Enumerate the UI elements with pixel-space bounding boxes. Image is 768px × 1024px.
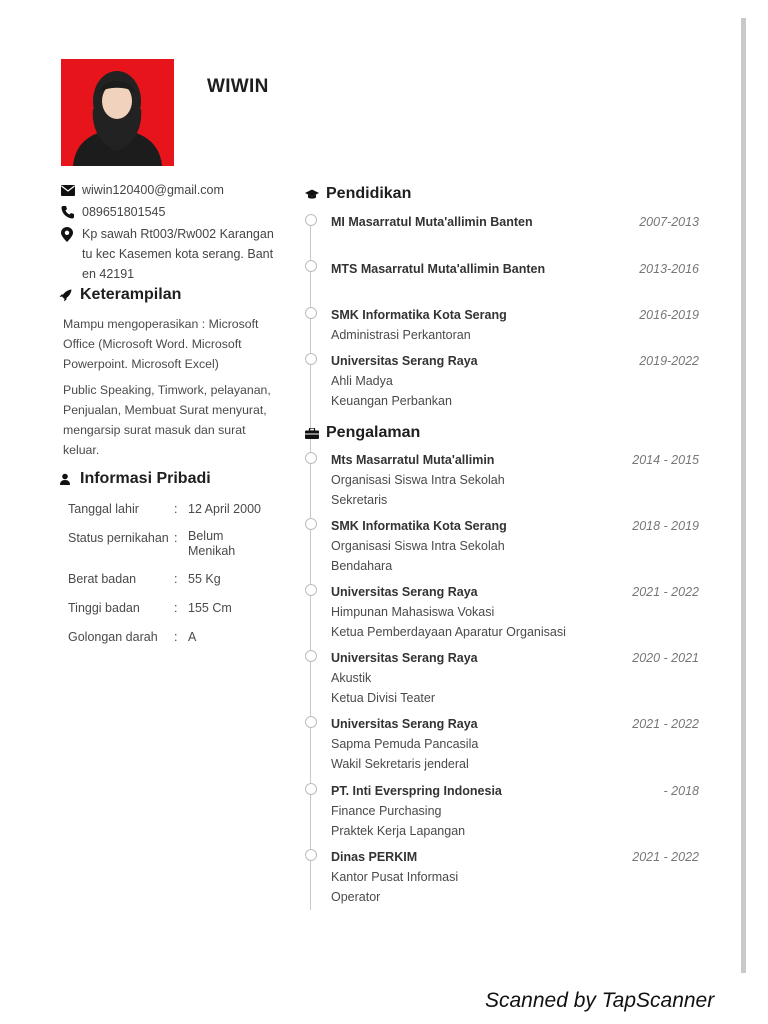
timeline-dot <box>305 353 317 365</box>
detail-line: Finance Purchasing <box>331 804 442 818</box>
experience-entry <box>331 450 699 510</box>
scanner-watermark: Scanned by TapScanner <box>485 989 715 1012</box>
years: 2018 - 2019 <box>632 519 699 533</box>
institution: MTS Masarratul Muta'allimin Banten <box>331 262 546 276</box>
personal-info-row <box>68 529 283 559</box>
user-icon <box>59 473 80 485</box>
weight-label: Berat badan <box>68 572 137 586</box>
detail-line: Akustik <box>331 671 372 685</box>
experience-heading <box>305 424 420 442</box>
institution: PT. Inti Everspring Indonesia <box>331 784 502 798</box>
institution: MI Masarratul Muta'allimin Banten <box>331 215 533 229</box>
institution: Universitas Serang Raya <box>331 717 478 731</box>
institution: Universitas Serang Raya <box>331 585 478 599</box>
phone-text: 089651801545 <box>82 205 166 219</box>
timeline-dot <box>305 307 317 319</box>
timeline-dot <box>305 849 317 861</box>
years: 2021 - 2022 <box>632 717 699 731</box>
detail-line: Praktek Kerja Lapangan <box>331 824 466 838</box>
detail-line: Organisasi Siswa Intra Sekolah <box>331 539 505 553</box>
personal-info-table <box>68 500 283 657</box>
experience-entry <box>331 582 699 642</box>
rocket-icon <box>59 289 80 302</box>
skills-heading <box>59 286 181 304</box>
experience-entry <box>331 516 699 576</box>
timeline-dot <box>305 584 317 596</box>
institution: Dinas PERKIM <box>331 850 418 864</box>
separator: : <box>174 630 178 644</box>
skills-paragraph: Mampu mengoperasikan : Microsoft Office (Microsoft Word. Microsoft Powerpoint. Microsoft Excel) <box>63 317 259 371</box>
detail-line: Kantor Pusat Informasi <box>331 870 459 884</box>
detail-line: Keuangan Perbankan <box>331 394 452 408</box>
detail-line: Ketua Pemberdayaan Aparatur Organisasi <box>331 625 566 639</box>
detail-line: Ahli Madya <box>331 374 393 388</box>
briefcase-icon <box>305 428 326 439</box>
personal-info-title: Informasi Pribadi <box>80 470 211 487</box>
timeline-dot <box>305 518 317 530</box>
years: 2013-2016 <box>639 262 699 276</box>
separator: : <box>174 531 178 545</box>
years: 2007-2013 <box>639 215 699 229</box>
timeline-dot <box>305 452 317 464</box>
detail-line: Sekretaris <box>331 493 388 507</box>
envelope-icon <box>61 180 82 200</box>
blood-type-value: A <box>188 630 197 644</box>
detail-line: Operator <box>331 890 381 904</box>
blood-type-label: Golongan darah <box>68 630 158 644</box>
institution: SMK Informatika Kota Serang <box>331 308 507 322</box>
skills-title: Keterampilan <box>80 286 182 303</box>
marital-status-label: Status pernikahan <box>68 531 169 545</box>
timeline-dot <box>305 260 317 272</box>
institution: SMK Informatika Kota Serang <box>331 519 507 533</box>
timeline-line <box>310 220 311 910</box>
experience-entry <box>331 714 699 774</box>
skills-paragraph: Public Speaking, Timwork, pelayanan, Penjualan, Membuat Surat menyurat, mengarsip surat masuk dan surat keluar. <box>63 383 271 457</box>
years: 2021 - 2022 <box>632 850 699 864</box>
phone-icon <box>61 202 82 222</box>
skills-text <box>63 314 285 466</box>
contact-block <box>61 180 286 286</box>
education-entry <box>331 259 699 279</box>
detail-line: Ketua Divisi Teater <box>331 691 435 705</box>
detail-line: Sapma Pemuda Pancasila <box>331 737 479 751</box>
timeline-dot <box>305 716 317 728</box>
birthdate-label: Tanggal lahir <box>68 502 139 516</box>
graduation-cap-icon <box>305 189 326 200</box>
birthdate-value: 12 April 2000 <box>188 502 261 516</box>
detail-line: Administrasi Perkantoran <box>331 328 471 342</box>
experience-entry <box>331 847 699 907</box>
candidate-name: WIWIN <box>207 76 269 97</box>
separator: : <box>174 502 178 516</box>
personal-info-row <box>68 599 283 617</box>
experience-entry <box>331 781 699 841</box>
contact-address-row <box>61 224 286 284</box>
experience-title: Pengalaman <box>326 424 421 441</box>
years: 2014 - 2015 <box>632 453 699 467</box>
page-edge-shadow <box>741 18 746 973</box>
years: 2021 - 2022 <box>632 585 699 599</box>
profile-photo <box>61 59 174 166</box>
height-value: 155 Cm <box>188 601 232 615</box>
institution: Universitas Serang Raya <box>331 651 478 665</box>
education-heading <box>305 185 411 203</box>
separator: : <box>174 601 178 615</box>
years: 2020 - 2021 <box>632 651 699 665</box>
personal-info-row <box>68 500 283 518</box>
detail-line: Organisasi Siswa Intra Sekolah <box>331 473 505 487</box>
education-title: Pendidikan <box>326 185 412 202</box>
separator: : <box>174 572 178 586</box>
contact-email-row <box>61 180 286 200</box>
map-pin-icon <box>61 224 82 244</box>
weight-value: 55 Kg <box>188 572 221 586</box>
institution: Mts Masarratul Muta'allimin <box>331 453 495 467</box>
institution: Universitas Serang Raya <box>331 354 478 368</box>
education-entry <box>331 351 699 411</box>
years: - 2018 <box>663 784 699 798</box>
marital-status-value: Belum Menikah <box>188 529 236 558</box>
height-label: Tinggi badan <box>68 601 140 615</box>
detail-line: Wakil Sekretaris jenderal <box>331 757 469 771</box>
years: 2016-2019 <box>639 308 699 322</box>
education-entry <box>331 305 699 345</box>
timeline-dot <box>305 783 317 795</box>
detail-line: Bendahara <box>331 559 393 573</box>
contact-phone-row <box>61 202 286 222</box>
detail-line: Himpunan Mahasiswa Vokasi <box>331 605 495 619</box>
email-text[interactable]: wiwin120400@gmail.com <box>82 183 224 197</box>
education-entry <box>331 212 699 232</box>
address-text: Kp sawah Rt003/Rw002 Karangan tu kec Kasemen kota serang. Bant en 42191 <box>82 227 274 281</box>
timeline-dot <box>305 650 317 662</box>
personal-info-row <box>68 570 283 588</box>
timeline-dot <box>305 214 317 226</box>
personal-info-heading <box>59 470 211 488</box>
years: 2019-2022 <box>639 354 699 368</box>
personal-info-row <box>68 628 283 646</box>
experience-entry <box>331 648 699 708</box>
